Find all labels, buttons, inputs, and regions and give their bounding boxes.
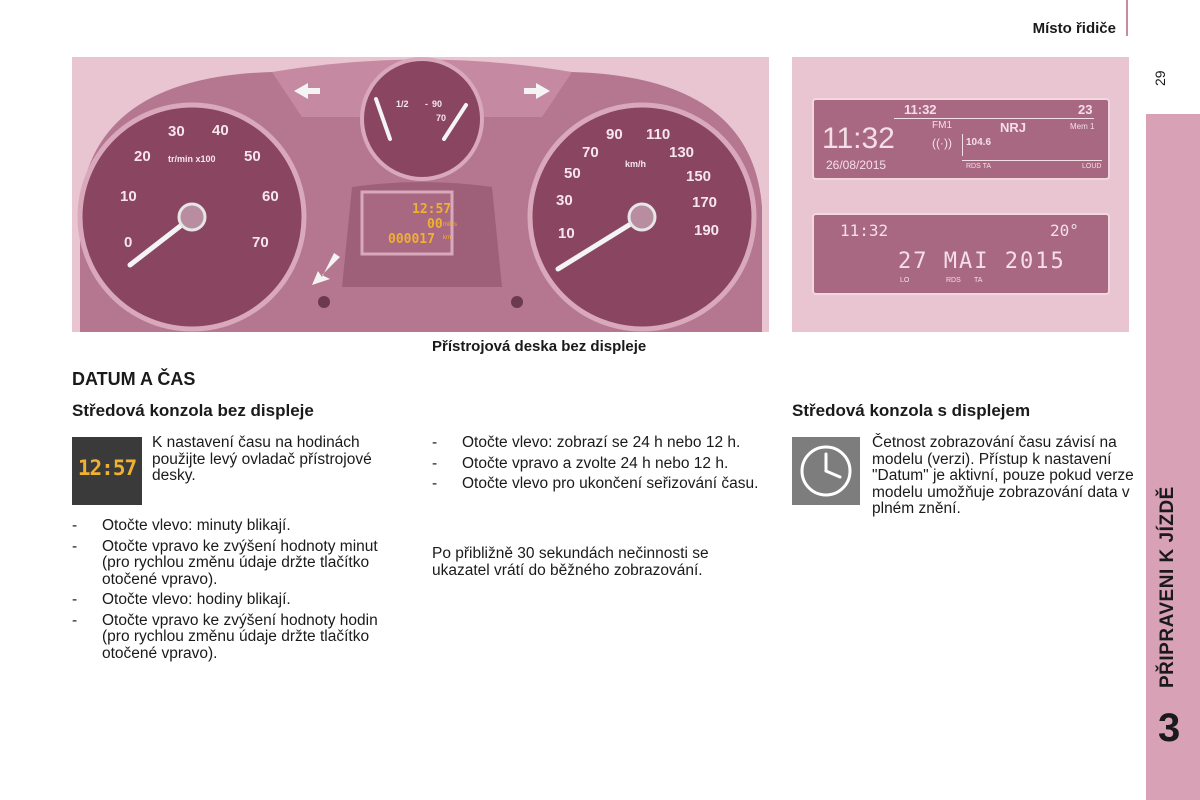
- tacho-unit-label: tr/min x100: [168, 154, 216, 164]
- speedo-tick-label: 10: [558, 225, 575, 242]
- odo-unit: km: [443, 235, 451, 241]
- tacho-tick-label: 50: [244, 148, 261, 165]
- tacho-tick-label: 60: [262, 188, 279, 205]
- fuel-mark-label: -: [425, 99, 428, 109]
- right-stalk-knob: [511, 296, 523, 308]
- display-temperature: 23: [1078, 102, 1093, 117]
- list-item: - Otočte vlevo pro ukončení seřizování času.: [432, 476, 772, 493]
- right-subtitle: Středová konzola s displejem: [792, 401, 1031, 420]
- display-station: NRJ: [1000, 120, 1027, 135]
- display-memory: Mem 1: [1070, 122, 1095, 131]
- running-header-title: Místo řidiče: [1032, 20, 1116, 37]
- center-trip: 00: [427, 217, 443, 232]
- list-item: - Otočte vpravo ke zvýšení hodnoty minut (pro rychlou změnu údaje držte tlačítko otočené vpravo).: [72, 539, 402, 589]
- intro-paragraph: K nastavení času na hodinách použijte levý ovladač přístrojové desky.: [152, 434, 372, 484]
- fuel-mark-label: 90: [432, 99, 443, 109]
- list-item: - Otočte vlevo: zobrazí se 24 h nebo 12 h.: [432, 435, 772, 452]
- fuel-temp-gauge: [362, 59, 482, 179]
- list-item: - Otočte vlevo: hodiny blikají.: [72, 592, 402, 609]
- display-small-time: 11:32: [904, 102, 937, 117]
- figure-caption: Přístrojová deska bez displeje: [432, 338, 647, 355]
- speedo-tick-label: 190: [694, 222, 720, 239]
- chapter-side-tab: [1146, 114, 1200, 800]
- center-odometer: 000017: [388, 232, 435, 247]
- section-title: DATUM A ČAS: [72, 369, 196, 389]
- speedo-tick-label: 50: [564, 165, 581, 182]
- instrument-panel-illustration: [72, 57, 769, 332]
- chapter-title: PŘIPRAVENI K JÍZDĚ: [1157, 486, 1178, 688]
- fuel-mark-label: 1/2: [396, 99, 409, 109]
- speedo-tick-label: 150: [686, 168, 712, 185]
- speedo-tick-label: 70: [582, 144, 599, 161]
- speedo-tick-label: 130: [669, 144, 695, 161]
- speedo-tick-label: 90: [606, 126, 623, 143]
- speedo-tick-label: 170: [692, 194, 718, 211]
- speedo-tick-label: 30: [556, 192, 573, 209]
- tacho-tick-label: 20: [134, 148, 151, 165]
- header-divider: [1126, 0, 1128, 36]
- digital-clock-icon: 12:57: [72, 437, 142, 505]
- antenna-icon: ((·)): [932, 136, 952, 150]
- clock-icon: [792, 437, 860, 505]
- tacho-tick-label: 10: [120, 188, 137, 205]
- display-variants-illustration: [792, 57, 1129, 332]
- left-subtitle: Středová konzola bez displeje: [72, 401, 314, 420]
- tacho-tick-label: 40: [212, 122, 229, 139]
- tachometer-hub: [179, 204, 205, 230]
- simple-display-lo: LO: [900, 277, 910, 284]
- center-time: 12:57: [412, 202, 452, 217]
- display-loud: LOUD: [1082, 163, 1102, 170]
- display-band: FM1: [932, 120, 952, 131]
- left-stalk-knob: [318, 296, 330, 308]
- simple-display-ta: TA: [974, 277, 983, 284]
- radio-display-screen: [812, 98, 1110, 180]
- tacho-tick-label: 0: [124, 234, 133, 251]
- display-big-time: 11:32: [822, 122, 895, 155]
- speedo-tick-label: 110: [646, 126, 671, 143]
- simple-display-time: 11:32: [840, 221, 889, 240]
- simple-display-temperature: 20°: [1050, 221, 1079, 240]
- temp-mark-label: 70: [436, 113, 447, 123]
- middle-steps-list: [432, 435, 772, 497]
- chapter-number: 3: [1158, 706, 1181, 750]
- list-item: - Otočte vpravo a zvolte 24 h nebo 12 h.: [432, 456, 772, 473]
- left-steps-list: [72, 518, 402, 666]
- simple-display-screen: [812, 213, 1110, 295]
- speedometer-hub: [629, 204, 655, 230]
- tacho-tick-label: 30: [168, 123, 185, 140]
- list-item: - Otočte vpravo ke zvýšení hodnoty hodin (pro rychlou změnu údaje držte tlačítko otočené vpravo).: [72, 613, 402, 663]
- page-number: 29: [1152, 70, 1168, 86]
- display-rds: RDS TA: [966, 163, 992, 170]
- timeout-paragraph: Po přibližně 30 sekundách nečinnosti se ukazatel vrátí do běžného zobrazování.: [432, 545, 709, 579]
- trip-unit: miles: [443, 222, 458, 228]
- simple-display-rds: RDS: [946, 277, 961, 284]
- simple-display-date: 27 MAI 2015: [898, 249, 1066, 274]
- display-frequency: 104.6: [966, 137, 992, 148]
- list-item: - Otočte vlevo: minuty blikají.: [72, 518, 402, 535]
- tacho-tick-label: 70: [252, 234, 269, 251]
- speedo-unit-label: km/h: [625, 159, 647, 169]
- display-date: 26/08/2015: [826, 158, 887, 172]
- instrument-panel-drawing: [72, 57, 769, 332]
- right-paragraph: Četnost zobrazování času závisí na modelu (verzi). Přístup k nastavení "Datum" je aktivní, pouze pokud verze modelu umožňuje zobrazování data v plném znění.: [872, 434, 1134, 517]
